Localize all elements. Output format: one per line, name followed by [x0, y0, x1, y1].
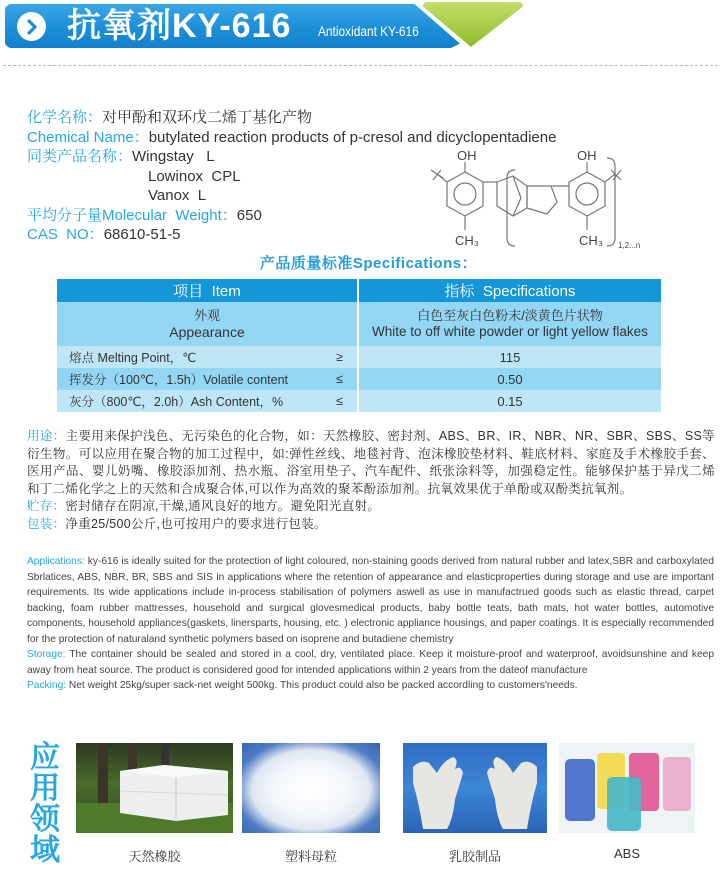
melting-point-item [57, 348, 357, 366]
appearance-item-cn: 外观 [193, 308, 220, 323]
packing-paragraph-cn [27, 516, 715, 534]
similar-products-label: 同类产品名称： [27, 148, 133, 165]
chemical-name-cn-value: 对甲酚和双环戊二烯丁基化产物 [102, 109, 313, 126]
storage-paragraph-cn [27, 498, 715, 516]
appearance-value-cell [358, 302, 661, 346]
operator: ≤ [336, 372, 343, 386]
molecular-weight-label: 平均分子量Molecular Weight： [27, 206, 237, 224]
storage-label-cn: 贮存： [27, 499, 66, 513]
melting-point-value: 115 [358, 346, 661, 368]
page-subtitle: Antioxidant KY-616 [318, 23, 419, 39]
volatile-content-value: 0.50 [358, 368, 661, 390]
applications-paragraph-en [27, 554, 714, 647]
application-areas-heading: 应 用 领 域 [30, 741, 60, 867]
english-description [27, 554, 714, 694]
oh-right-label: OH [577, 148, 597, 163]
chemical-name-en-row [27, 128, 556, 148]
usage-text-cn: 主要用来保护浅色、无污染色的化合物，如：天然橡胶、密封剂、ABS、BR、IR、NBR、NR、SBR、SBS、SS等衍生物。可以应用在聚合物的加工过程中，如:弹性丝线、地毯衬背、泡沫橡胶垫材料、鞋底材料、家庭及手术橡胶手套、医用产品、婴儿奶嘴、橡胶添加剂、热水瓶、浴室用垫子、汽车配件、纸张涂料等，加强稳定性。能够保护基于异戊二烯和丁二烯化学之上的天然和合成聚合体,可以作为高效的聚苯酚添加剂。抗氧效果优于单酚或双酚类抗氧剂。 [27, 429, 715, 496]
similar-product: Wingstay L [132, 148, 215, 165]
chinese-description [27, 428, 715, 533]
chevron-right-circle-icon [17, 12, 46, 41]
appearance-value-en: White to off white powder or light yellow flakes [372, 324, 648, 339]
appearance-item-en: Appearance [169, 324, 245, 340]
chemical-name-en-label: Chemical Name： [27, 128, 149, 146]
abs-caption: ABS [613, 846, 640, 861]
ash-content-value: 0.15 [358, 390, 661, 412]
operator: ≥ [336, 350, 343, 364]
similar-product: Vanox L [148, 187, 207, 204]
packing-label-en: Packing: [27, 680, 67, 691]
plastic-masterbatch-photo [242, 743, 380, 833]
table-row [57, 346, 661, 368]
cas-value: 68610-51-5 [103, 226, 181, 243]
volatile-content-item [57, 370, 357, 388]
appearance-value-cn: 白色至灰白色粉末/淡黄色片状物 [417, 308, 603, 323]
ch3-left-label: CH₃ [455, 233, 480, 248]
table-row [57, 390, 661, 412]
applications-text-en: ky-616 is ideally suited for the protection of light coloured, non-staining goods derived from natural rubber and latex,SBR and carboxylated Sbrlatices, ABS, NBR, BR, SBS and SIS in applications where the retention of appearance and elasticproperties during storage and use are important requirements. Its wide applications include in-process stabilisation of polymers aswell as use in manufactrued goods such as elastic thread, carpet backing, foam rubber mattresses, household and surgical glovesmedical products, baby bottle teats, bath mats, hot water bottles, automotive components, household appliances(gaskets, linersparts, housing, etc. ) electronic appliance housings, and paper coatings. It is especially recommended for the protection of naturaland synthetic polymers based on isoprene and butadiene chemistry [27, 556, 714, 645]
oh-left-label: OH [457, 148, 477, 163]
similar-product: Lowinox CPL [148, 167, 241, 185]
column-header-item: 项目 Item [57, 279, 358, 302]
usage-label-cn: 用途： [27, 429, 66, 443]
cas-label: CAS NO： [27, 226, 104, 243]
applications-label-en: Applications: [27, 556, 85, 567]
packing-paragraph-en [27, 678, 714, 694]
title-banner [5, 4, 465, 48]
chemical-name-cn-row [27, 108, 556, 128]
packing-label-cn: 包装： [27, 516, 66, 531]
storage-label-en: Storage: [27, 649, 66, 660]
operator: ≤ [336, 394, 343, 408]
chemical-name-cn-label: 化学名称： [27, 109, 103, 126]
plastic-masterbatch-caption: 塑料母粒 [284, 849, 337, 864]
table-row [57, 368, 661, 390]
column-header-specifications: 指标 Specifications [358, 279, 661, 302]
usage-paragraph-cn [27, 428, 715, 498]
specifications-table [57, 279, 661, 412]
repeat-unit-label: 1,2...n [618, 241, 641, 250]
ash-content-item [57, 392, 357, 410]
packing-text-en: Net weight 25kg/super sack-net weight 500kg. This product could also be packed accordling to customers'needs. [66, 680, 578, 691]
item-label: 挥发分（100℃，1.5h）Volatile content [69, 373, 289, 387]
item-label: 熔点 Melting Point，℃ [69, 351, 197, 365]
storage-text-en: The container should be sealed and stored in a cool, dry, ventilated place. Keep it moisture-proof and waterproof, avoidsunshine and keep away from heat source. The product is considered good for intended applications within 2 years from the dateof manufacture [27, 649, 714, 676]
latex-gloves-photo [403, 743, 547, 833]
ch3-right-label: CH₃ [579, 233, 604, 248]
packing-text-cn: 净重25/500公斤,也可按用户的要求进行包装。 [65, 516, 327, 531]
dashed-divider [3, 65, 718, 66]
chemical-structure-diagram [415, 148, 685, 256]
molecular-weight-value: 650 [236, 206, 262, 224]
storage-paragraph-en [27, 647, 714, 678]
natural-rubber-caption: 天然橡胶 [128, 849, 181, 864]
storage-text-cn: 密封储存在阴凉,干燥,通风良好的地方。避免阳光直射。 [65, 499, 381, 513]
page-title: 抗氧剂KY-616 [67, 7, 292, 45]
abs-pitchers-photo [559, 743, 695, 833]
table-header-row [57, 279, 661, 302]
item-label: 灰分（800℃，2.0h）Ash Content，% [69, 395, 284, 409]
natural-rubber-photo [76, 743, 233, 833]
chemical-name-en-value: butylated reaction products of p-cresol and dicyclopentadiene [148, 128, 557, 146]
table-row [57, 302, 661, 346]
appearance-item-cell [57, 302, 358, 346]
latex-products-caption: 乳胶制品 [448, 849, 501, 864]
specifications-title: 产品质量标准Specifications： [259, 255, 478, 272]
